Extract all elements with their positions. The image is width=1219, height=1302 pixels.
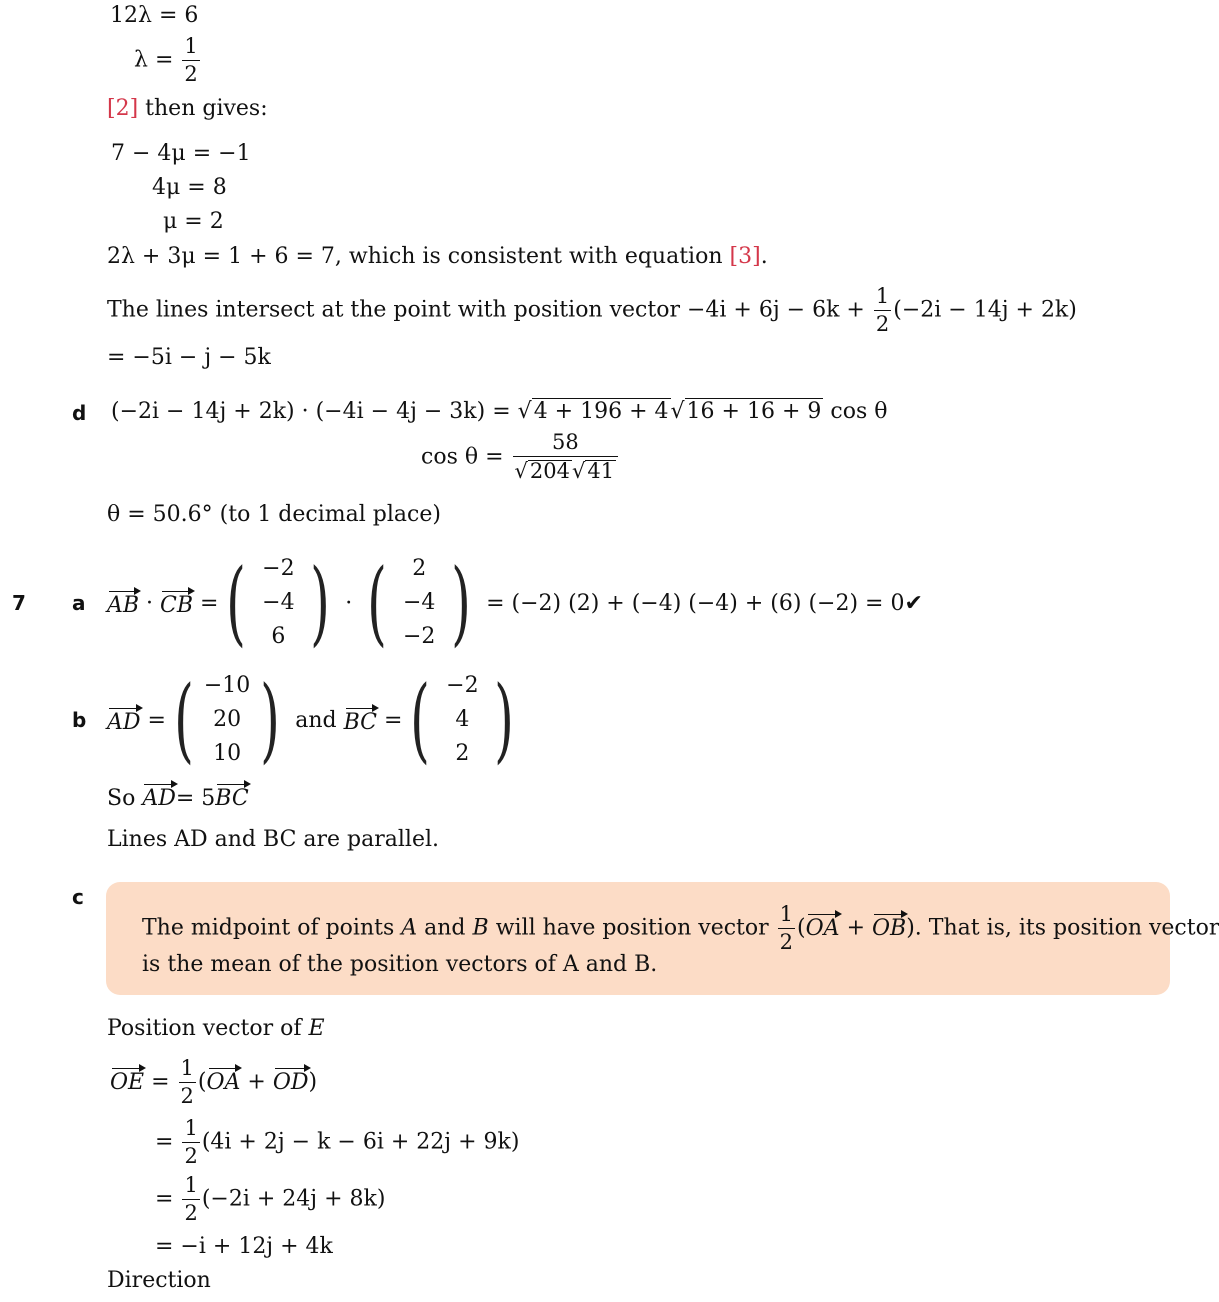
column-vector-ab: ( −2 −4 6 ) — [226, 549, 331, 656]
hint-line-2: is the mean of the position vectors of A and B. — [142, 952, 658, 977]
eq-12lambda: 12λ = 6 — [110, 3, 199, 28]
consistency-check: 2λ + 3μ = 1 + 6 = 7, which is consistent with equation [3]. — [107, 244, 768, 269]
then-gives-line: [2] then gives: — [107, 96, 268, 121]
intersection-result: = −5i − j − 5k — [107, 345, 271, 370]
oe-step-3: = $\frac{1}{2}$ (−2i + 24j + 8k) — [155, 1173, 386, 1225]
part-c-label: c — [72, 885, 84, 909]
part-b-conclusion: Lines AD and BC are parallel. — [107, 827, 439, 852]
checkmark-icon: ✔ — [904, 590, 923, 616]
position-vector-heading: Position vector of E — [107, 1016, 325, 1041]
part-a-label: a — [72, 591, 86, 615]
eq-lambda-half: λ = $\frac{1}{2}$ — [134, 34, 198, 86]
part-b-so-line: So AD= 5BC — [107, 782, 249, 811]
part-a-dot-product: AB · CB = ( −2 −4 6 ) · ( 2 −4 −2 ) = (−2) (2) + (−4) (−4) + (6) (−2) = 0 ✔ — [107, 549, 923, 656]
dot-product-equation: (−2i − 14j + 2k) · (−4i − 4j − 3k) = √4 + 196 + 4√16 + 16 + 9 cos θ — [111, 399, 888, 424]
hint-line-1: The midpoint of points A and B will have position vector $\frac{1}{2}$ (OA + OB). That is, its position vector — [142, 902, 1219, 954]
intersection-statement: The lines intersect at the point with position vector −4i + 6j − 6k + $\frac{1}{2}$ (−2i − 14j + 2k) — [107, 284, 1077, 336]
part-b-label: b — [72, 708, 87, 732]
oe-step-4: = −i + 12j + 4k — [155, 1234, 333, 1259]
column-vector-cb: ( 2 −4 −2 ) — [367, 549, 472, 656]
eq-mu-3: μ = 2 — [163, 209, 224, 234]
part-b-vectors: AD = ( −10 20 10 ) and BC = ( −2 4 2 ) — [107, 670, 522, 770]
oe-step-2: = $\frac{1}{2}$ (4i + 2j − k − 6i + 22j + 9k) — [155, 1116, 520, 1168]
eq-mu-1: 7 − 4μ = −1 — [111, 141, 251, 166]
equation-ref-2: [2] — [107, 96, 139, 121]
eq-mu-2: 4μ = 8 — [152, 175, 227, 200]
equation-ref-3: [3] — [729, 244, 761, 269]
part-d-label: d — [72, 401, 87, 425]
column-vector-bc: ( −2 4 2 ) — [410, 666, 515, 773]
theta-result: θ = 50.6° (to 1 decimal place) — [107, 502, 441, 527]
column-vector-ad: ( −10 20 10 ) — [174, 666, 281, 773]
direction-heading: Direction — [107, 1268, 211, 1293]
cos-theta-equation: cos θ = $\frac{58}{√204√41}$ — [421, 432, 620, 482]
hint-box — [106, 882, 1219, 995]
oe-step-1: OE = $\frac{1}{2}$ (OA + OD) — [110, 1056, 318, 1108]
question-number: 7 — [12, 591, 26, 615]
